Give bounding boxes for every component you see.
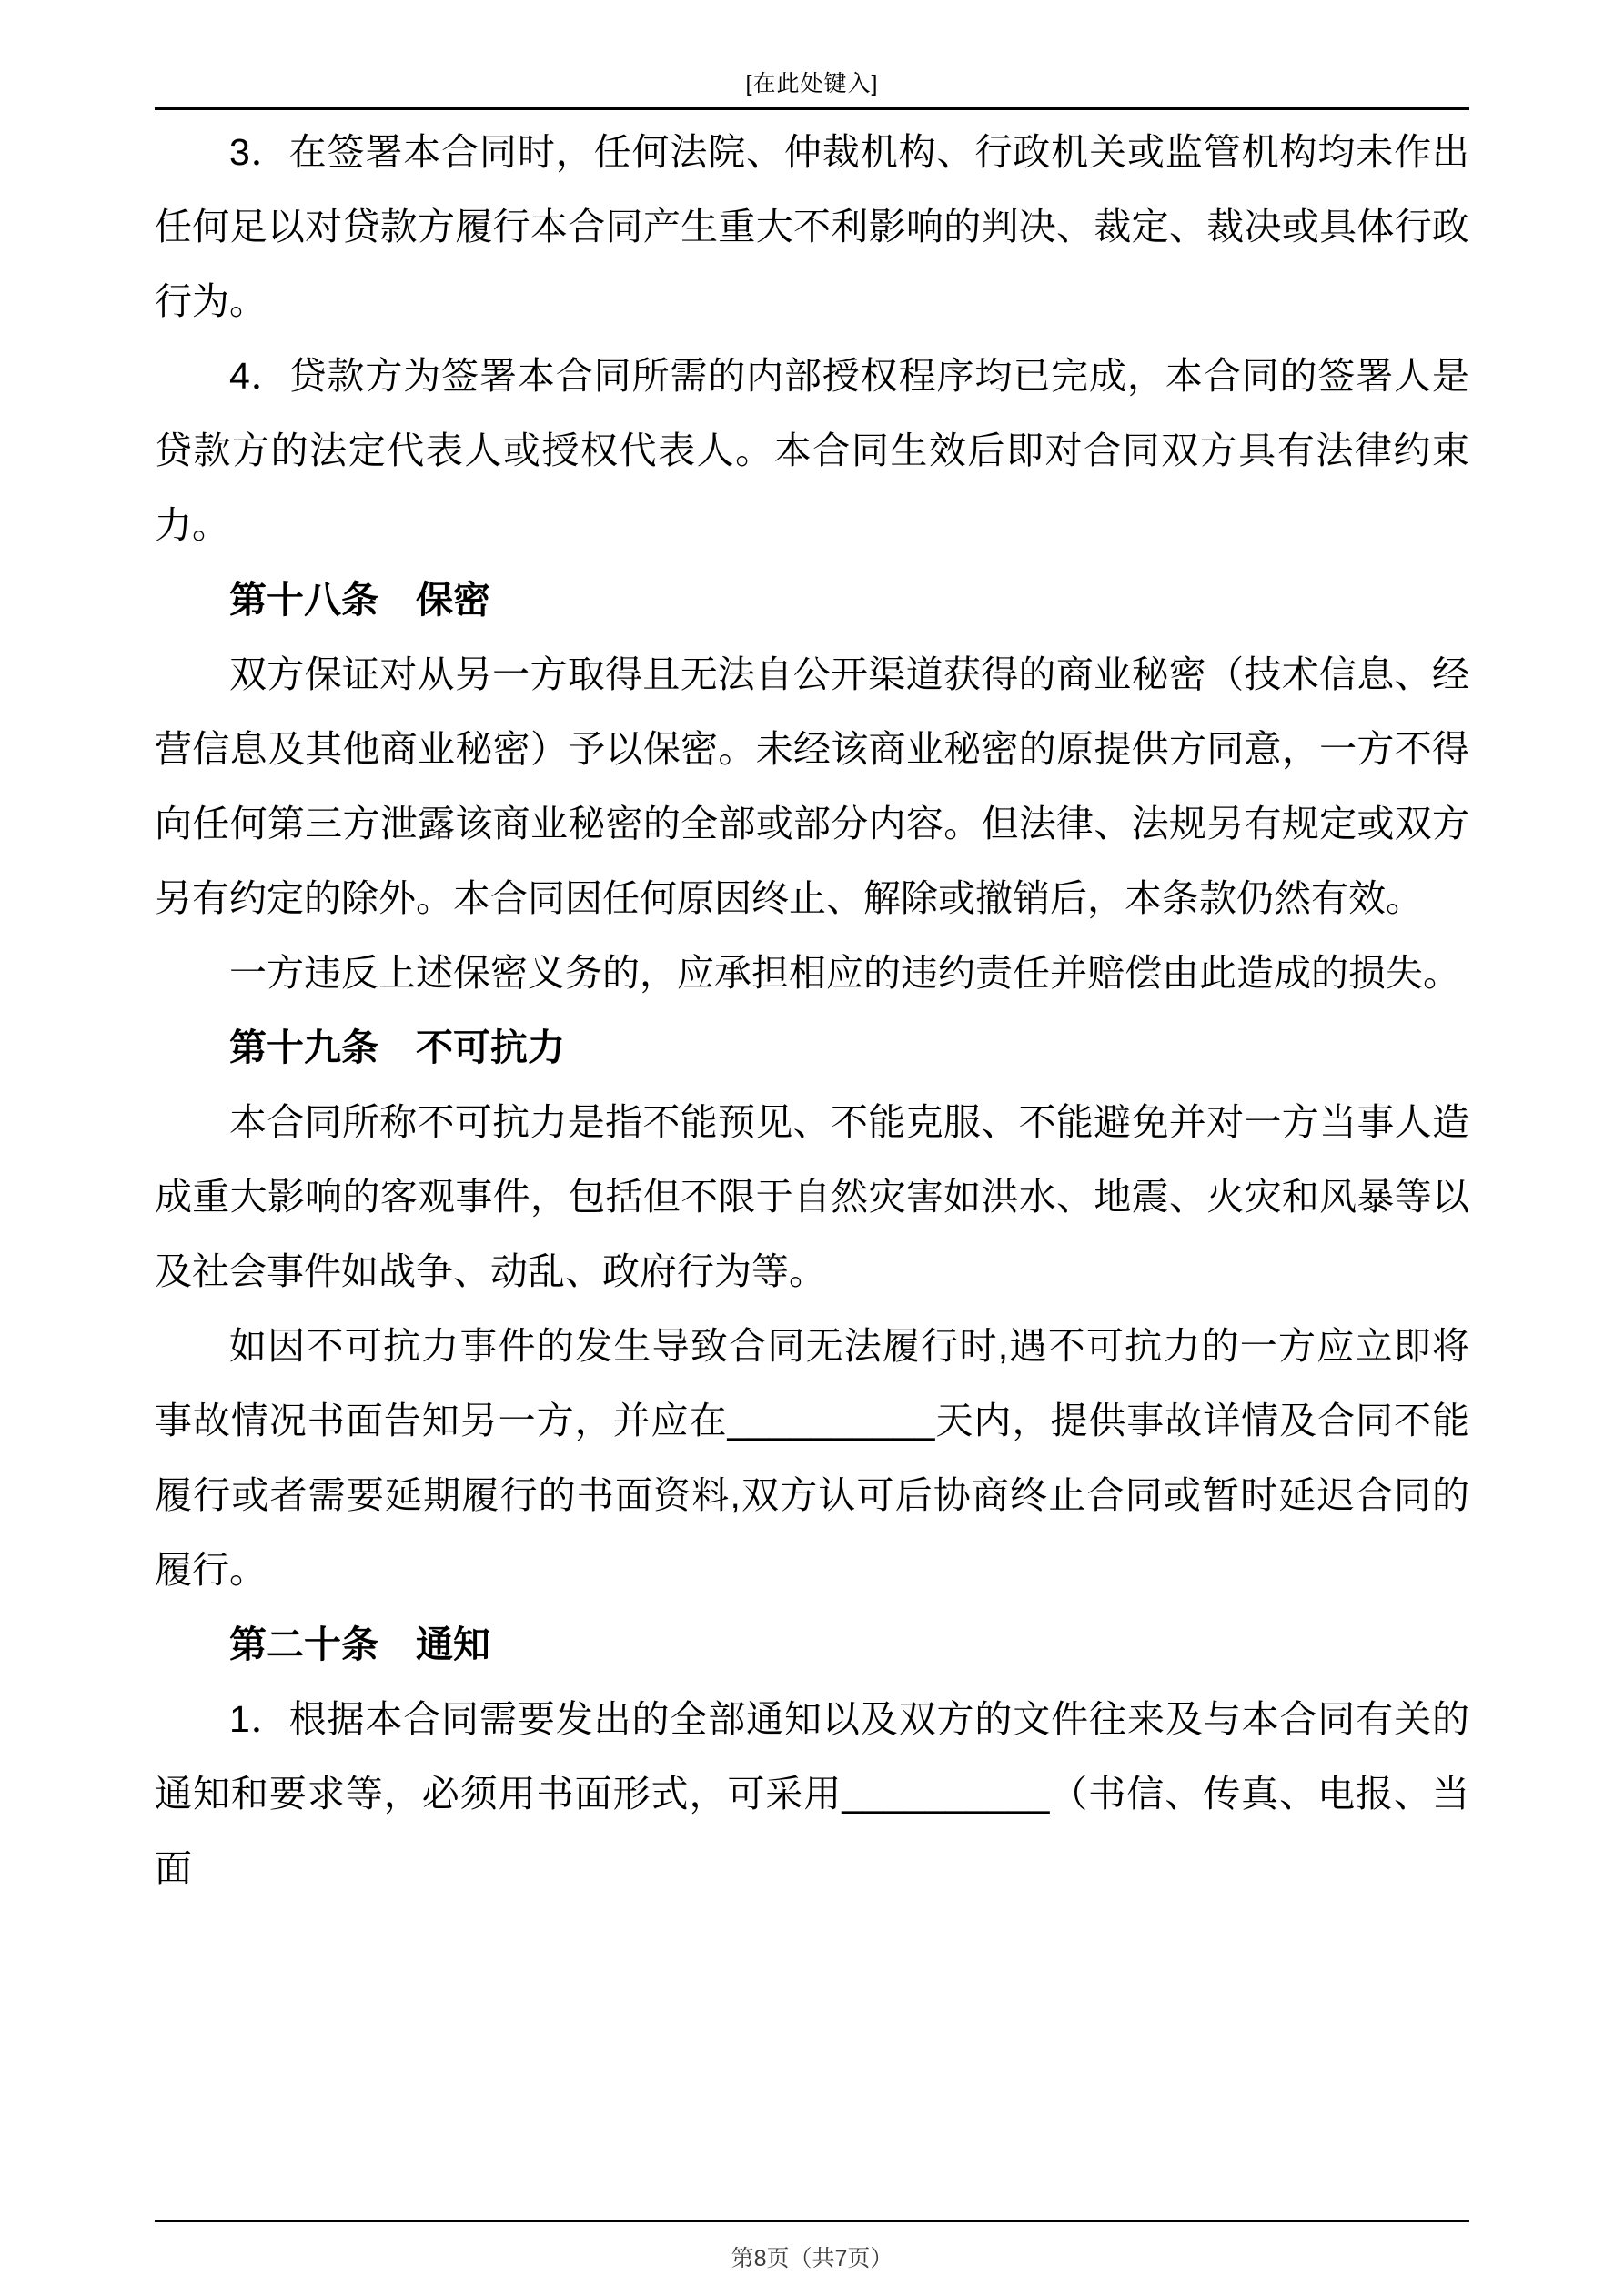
document-body [155, 115, 1469, 1906]
footer-divider [155, 2220, 1469, 2222]
contract-clause: 3．在签署本合同时，任何法院、仲裁机构、行政机关或监管机构均未作出任何足以对贷款方履行本合同产生重大不利影响的判决、裁定、裁决或具体行政行为。 [155, 131, 1469, 322]
contract-clause: 双方保证对从另一方取得且无法自公开渠道获得的商业秘密（技术信息、经营信息及其他商业秘密）予以保密。未经该商业秘密的原提供方同意，一方不得向任何第三方泄露该商业秘密的全部或部分内容。但法律、法规另有规定或双方另有约定的除外。本合同因任何原因终止、解除或撤销后，本条款仍然有效。 [155, 653, 1469, 919]
page-number-label: 第8页（共7页） [731, 2246, 893, 2271]
header-divider [155, 107, 1469, 110]
section-heading-force-majeure: 第十九条 不可抗力 [229, 1027, 565, 1068]
section-heading-confidentiality: 第十八条 保密 [229, 579, 490, 621]
contract-clause: 4．贷款方为签署本合同所需的内部授权程序均已完成，本合同的签署人是贷款方的法定代表人或授权代表人。本合同生效后即对合同双方具有法律约束力。 [155, 355, 1469, 546]
section-heading-notice: 第二十条 通知 [229, 1623, 490, 1665]
contract-clause: 本合同所称不可抗力是指不能预见、不能克服、不能避免并对一方当事人造成重大影响的客观事件，包括但不限于自然灾害如洪水、地震、火灾和风暴等以及社会事件如战争、动乱、政府行为等。 [155, 1101, 1469, 1292]
contract-clause: 1．根据本合同需要发出的全部通知以及双方的文件往来及与本合同有关的通知和要求等，必须用书面形式，可采用__________（书信、传真、电报、当面 [155, 1698, 1469, 1889]
contract-clause: 一方违反上述保密义务的，应承担相应的违约责任并赔偿由此造成的损失。 [229, 952, 1460, 994]
contract-clause: 如因不可抗力事件的发生导致合同无法履行时,遇不可抗力的一方应立即将事故情况书面告知另一方，并应在__________天内，提供事故详情及合同不能履行或者需要延期履行的书面资料,双方认可后协商终止合同或暂时延迟合同的履行。 [155, 1325, 1469, 1591]
page-header-placeholder: [在此处键入] [745, 71, 879, 96]
